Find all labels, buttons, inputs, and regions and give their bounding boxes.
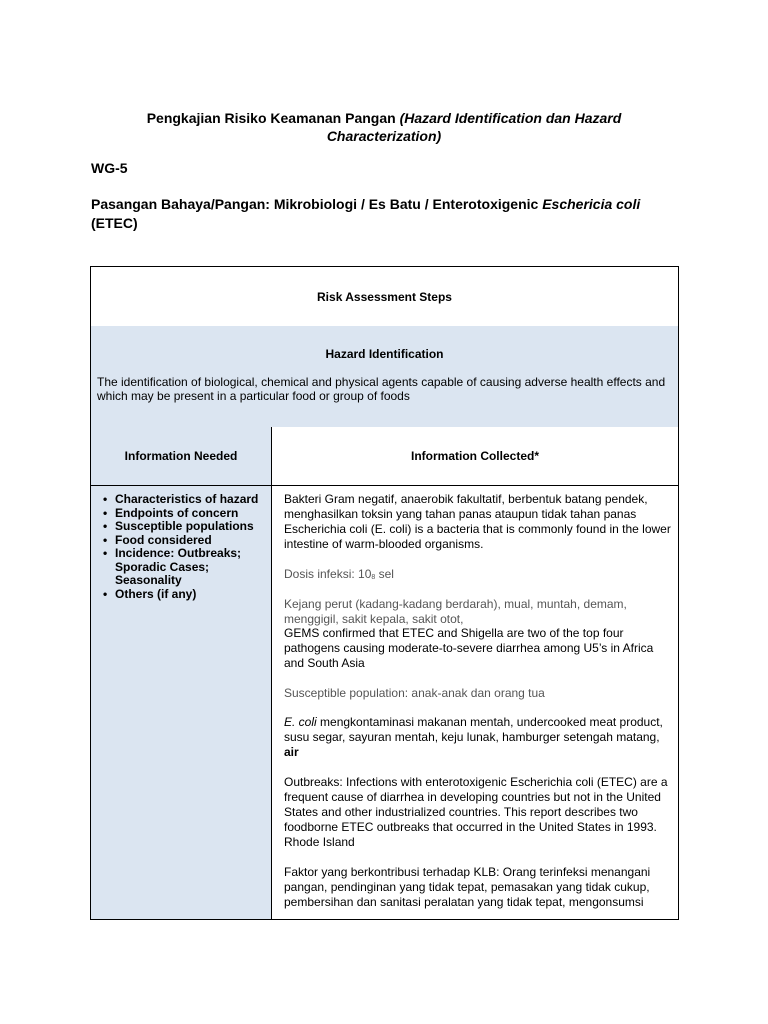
title-italic: (Hazard Identification dan Hazard Characterization)	[326, 110, 622, 144]
information-needed-cell	[91, 486, 272, 919]
contributing-factors-paragraph: Faktor yang berkontribusi terhadap KLB: Orang terinfeksi menangani pangan, pendinginan yang tidak tepat, pemasakan yang tidak cukup, pembersihan dan sanitasi peralatan yang tidak tepat, mengonsumsi	[284, 865, 651, 909]
risk-assessment-table	[90, 266, 679, 920]
column-header-needed: Information Needed	[91, 427, 272, 486]
food-considered-paragraph	[284, 715, 676, 760]
hazard-identification-row	[91, 326, 678, 428]
susceptible-paragraph: Susceptible population: anak-anak dan orang tua	[284, 686, 545, 700]
symptoms-paragraph: Kejang perut (kadang-kadang berdarah), mual, muntah, demam, menggigil, sakit kepala, sakit otot,	[284, 597, 627, 626]
dose-exponent: 8	[371, 574, 376, 581]
column-header-collected: Information Collected*	[272, 427, 678, 486]
pair-suffix: (ETEC)	[91, 215, 138, 231]
characteristics-paragraph: Bakteri Gram negatif, anaerobik fakultatif, berbentuk batang pendek, menghasilkan toksin yang tahan panas ataupun tidak tahan panas Escherichia coli (E. coli) is a bacteria that is commonly found in the lower intestine of warm-blooded organisms.	[284, 492, 671, 551]
document-title	[100, 109, 668, 145]
hazard-description: The identification of biological, chemical and physical agents capable of causing adverse health effects and which may be present in a particular food or group of foods	[97, 375, 666, 403]
list-item: • Others (if any)	[103, 588, 271, 602]
outbreaks-paragraph: Outbreaks: Infections with enterotoxigenic Escherichia coli (ETEC) are a frequent cause of diarrhea in developing countries but not in the United States and other industrialized countries. This report describes two foodborne ETEC outbreaks that occurred in the United States in 1993. Rhode Island	[284, 775, 668, 849]
list-item: • Susceptible populations	[103, 520, 271, 534]
infective-dose-paragraph	[284, 567, 676, 585]
dose-prefix: Dosis infeksi: 10	[284, 567, 372, 581]
dose-suffix: sel	[375, 567, 394, 581]
information-collected-cell	[272, 486, 678, 919]
list-item: • Incidence: Outbreaks; Sporadic Cases; Seasonality	[103, 547, 271, 588]
list-item: • Characteristics of hazard	[103, 493, 271, 507]
needed-list	[103, 493, 271, 601]
title-regular: Pengkajian Risiko Keamanan Pangan	[146, 110, 400, 126]
list-item: • Endpoints of concern	[103, 507, 271, 521]
list-item: • Food considered	[103, 534, 271, 548]
hazard-food-pair	[91, 195, 681, 233]
gems-paragraph: GEMS confirmed that ETEC and Shigella are two of the top four pathogens causing moderate-to-severe diarrhea among U5’s in Africa and South Asia	[284, 626, 654, 670]
pair-prefix: Pasangan Bahaya/Pangan: Mikrobiologi / Es Batu / Enterotoxigenic	[91, 196, 543, 212]
pair-italic: Eschericia coli	[542, 196, 641, 212]
food-bold: air	[284, 745, 299, 759]
hazard-title: Hazard Identification	[325, 347, 444, 361]
food-text: mengkontaminasi makanan mentah, undercooked meat product, susu segar, sayuran mentah, keju lunak, hamburger setengah matang,	[284, 715, 663, 744]
steps-header: Risk Assessment Steps	[91, 267, 678, 327]
working-group-label: WG-5	[91, 160, 128, 176]
food-italic: E. coli	[284, 715, 317, 729]
